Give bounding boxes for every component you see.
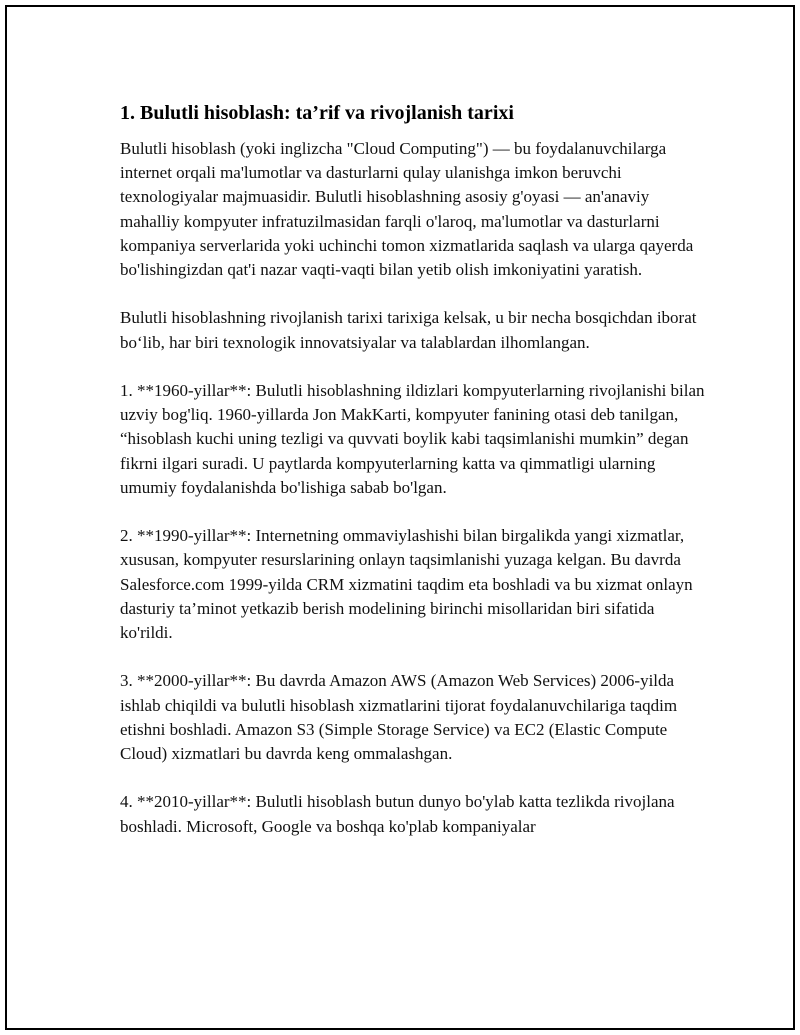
document-body xyxy=(120,99,710,863)
paragraph-1990s: 2. **1990-yillar**: Internetning ommaviylashishi bilan birgalikda yangi xizmatlar, xususan, kompyuter resurslarining onlayn taqsimlanishi yuzaga kelgan. Bu davrda Salesforce.com 1999-yilda CRM xizmatini taqdim eta boshladi va bu xizmat onlayn dasturiy ta’minot yetkazib berish modelining birinchi misollaridan biri sifatida ko'rildi. xyxy=(120,526,693,643)
paragraph-history-intro: Bulutli hisoblashning rivojlanish tarixi tarixiga kelsak, u bir necha bosqichdan iborat bo‘lib, har biri texnologik innovatsiyalar va talablardan ilhomlangan. xyxy=(120,308,697,352)
section-heading: 1. Bulutli hisoblash: ta’rif va rivojlanish tarixi xyxy=(120,102,514,124)
paragraph-definition: Bulutli hisoblash (yoki inglizcha "Cloud Computing") — bu foydalanuvchilarga internet orqali ma'lumotlar va dasturlarni qulay ulanishga imkon beruvchi texnologiyalar majmuasidir. Bulutli hisoblashning asosiy g'oyasi — an'anaviy mahalliy kompyuter infratuzilmasidan farqli o'laroq, ma'lumotlar va dasturlarni kompaniya serverlarida yoki uchinchi tomon xizmatlarida saqlash va ularga qayerda bo'lishingizdan qat'i nazar vaqti-vaqti bilan yetib olish imkoniyatini yaratish. xyxy=(120,139,694,280)
paragraph-2010s: 4. **2010-yillar**: Bulutli hisoblash butun dunyo bo'ylab katta tezlikda rivojlana boshladi. Microsoft, Google va boshqa ko'plab kompaniyalar xyxy=(120,792,675,836)
paragraph-1960s: 1. **1960-yillar**: Bulutli hisoblashning ildizlari kompyuterlarning rivojlanishi bilan uzviy bog'liq. 1960-yillarda Jon MakKarti, kompyuter fanining otasi deb tanilgan, “hisoblash kuchi uning tezligi va quvvati boylik kabi taqsimlanishi mumkin” degan fikrni ilgari suradi. U paytlarda kompyuterlarning katta va qimmatligi ularning umumiy foydalanishda bo'lishiga sabab bo'lgan. xyxy=(120,381,705,497)
paragraph-2000s: 3. **2000-yillar**: Bu davrda Amazon AWS (Amazon Web Services) 2006-yilda ishlab chiqildi va bulutli hisoblash xizmatlarini tijorat foydalanuvchilariga taqdim etishni boshladi. Amazon S3 (Simple Storage Service) va EC2 (Elastic Compute Cloud) xizmatlari bu davrda keng ommalashgan. xyxy=(120,671,678,764)
page-frame xyxy=(5,5,795,1030)
